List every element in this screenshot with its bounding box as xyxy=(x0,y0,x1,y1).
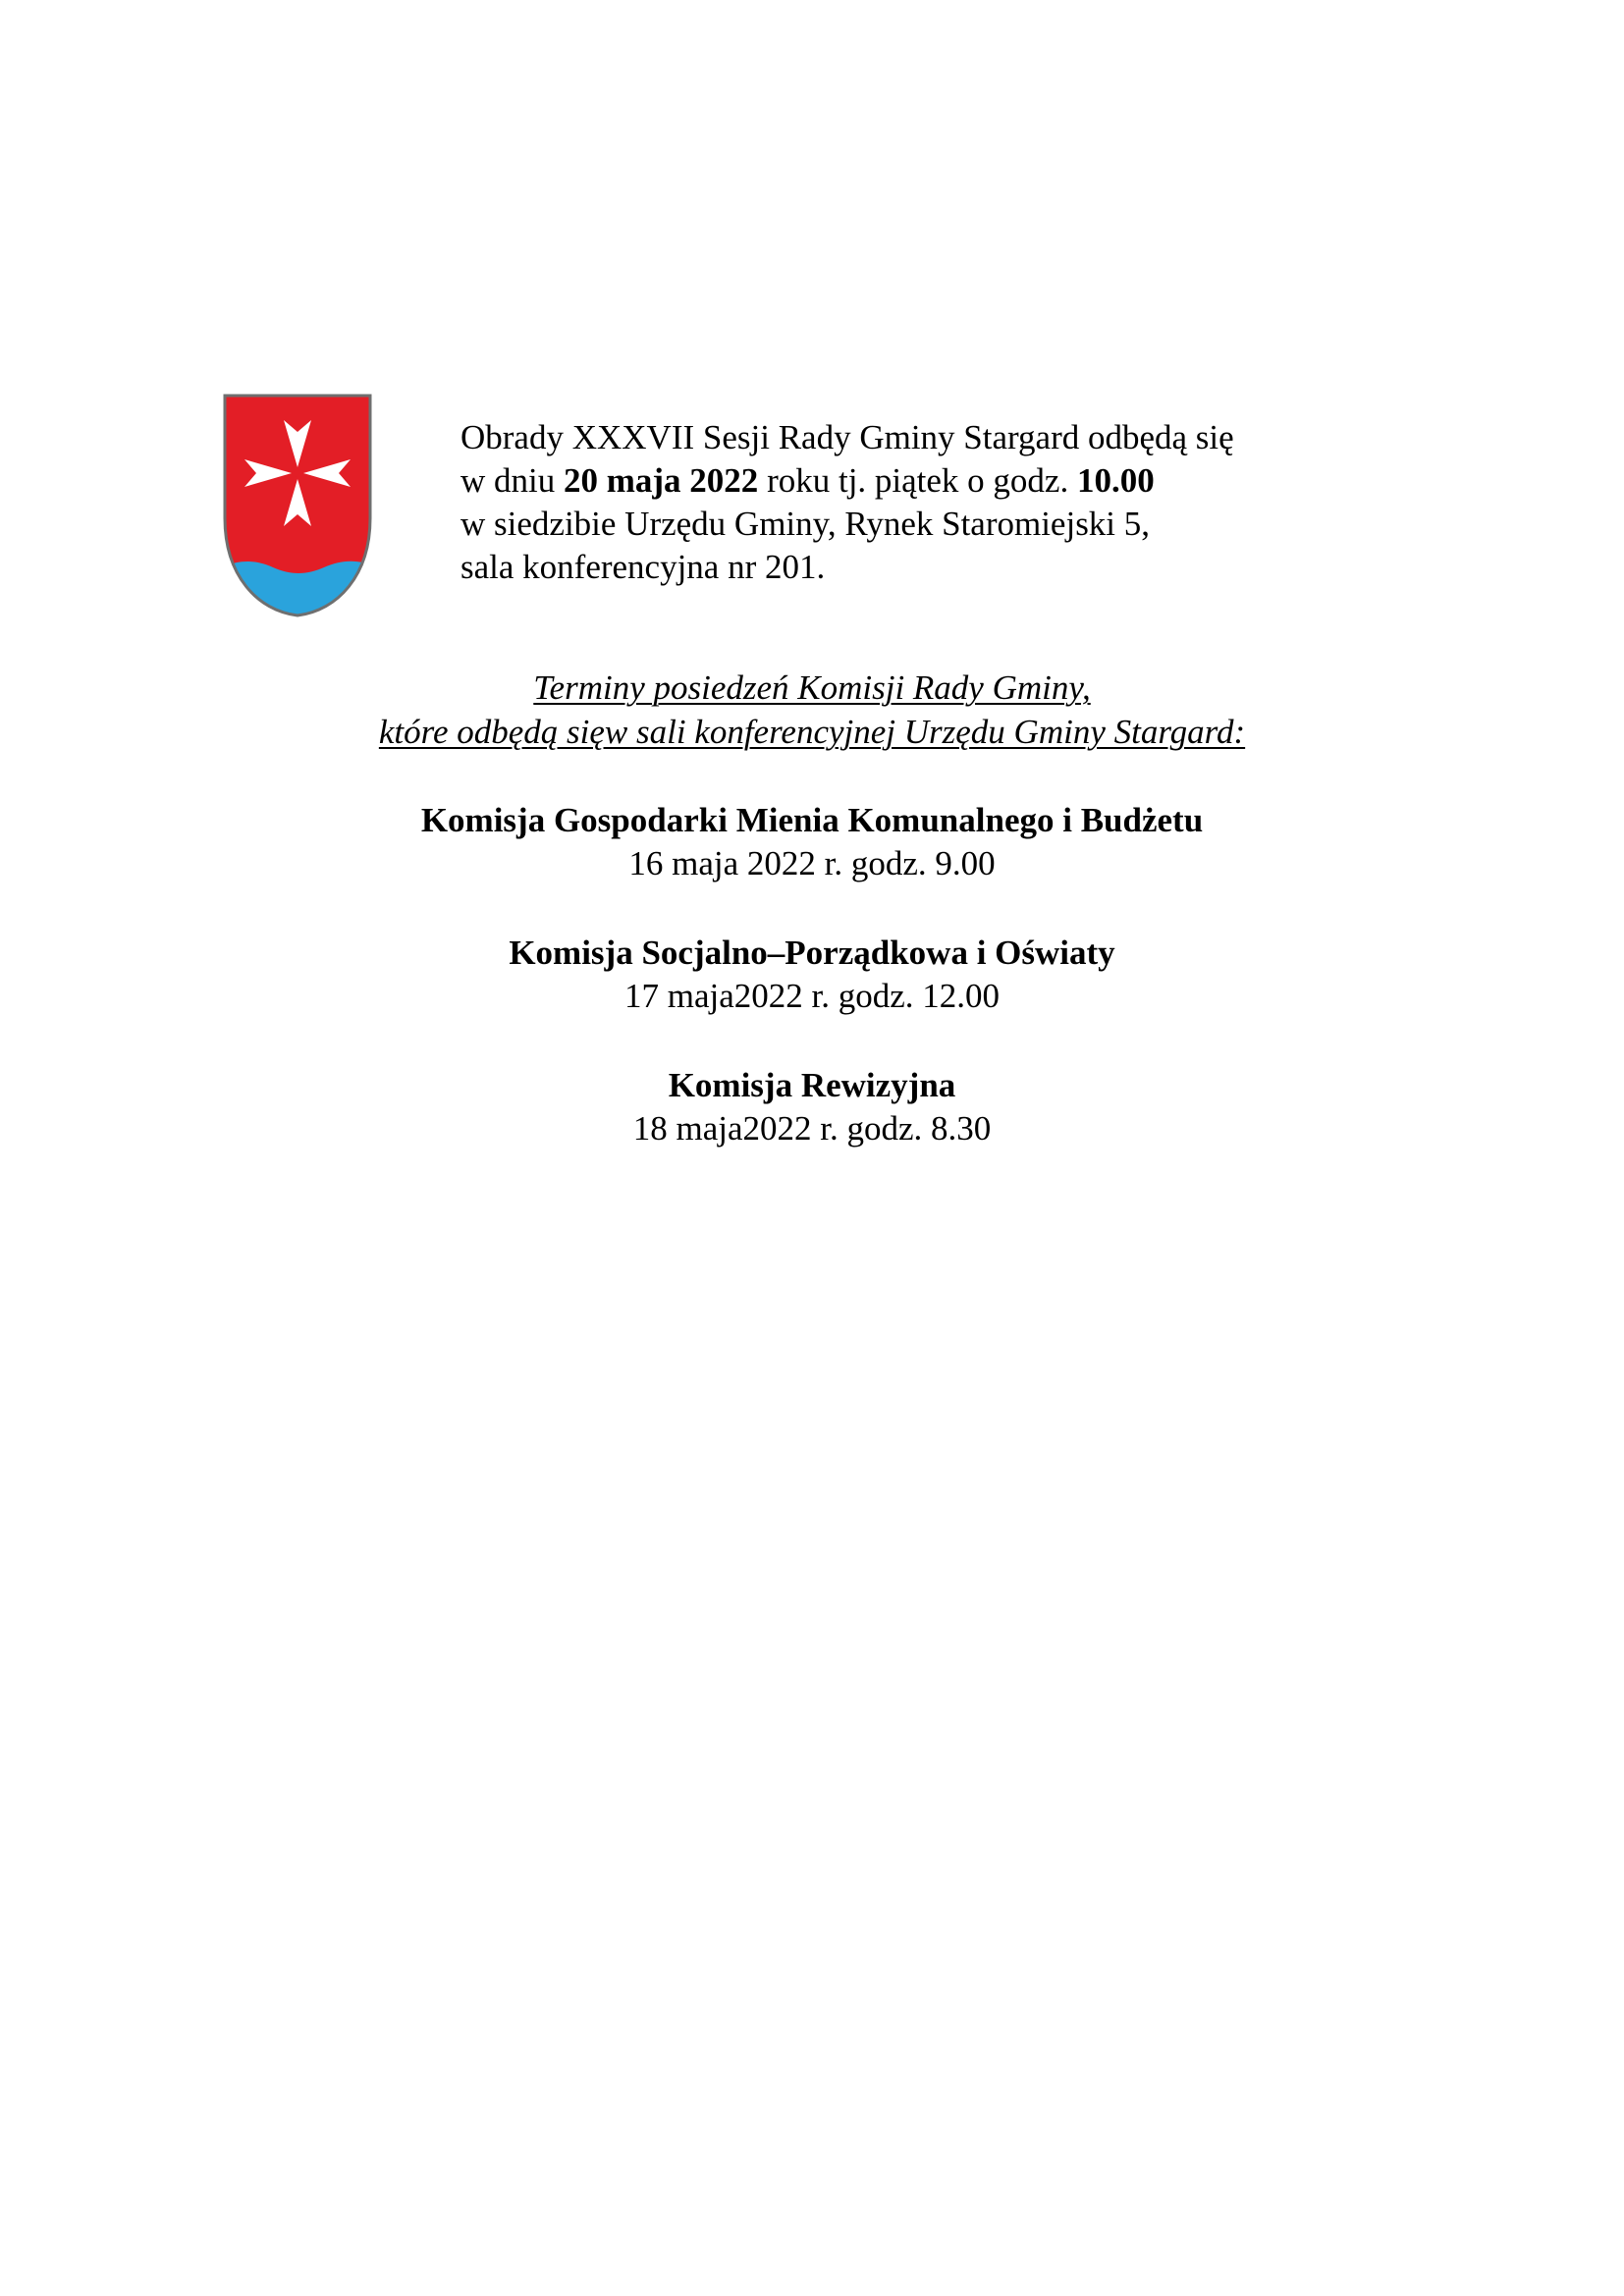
announcement-line-1: Obrady XXXVII Sesji Rady Gminy Stargard odbędą się xyxy=(460,418,1234,456)
session-time: 10.00 xyxy=(1076,461,1155,500)
committee-date: 18 maja2022 r. godz. 8.30 xyxy=(632,1109,992,1148)
announcement-line-2 xyxy=(460,459,1442,503)
session-announcement xyxy=(460,416,1442,589)
maltese-cross-shield-icon xyxy=(222,393,373,618)
announcement-date-prefix: w dniu xyxy=(460,461,564,500)
committee-name: Komisja Gospodarki Mienia Komunalnego i Budżetu xyxy=(420,801,1204,839)
schedule-heading-line-1: Terminy posiedzeń Komisji Rady Gminy, xyxy=(533,668,1091,707)
coat-of-arms-icon xyxy=(222,393,373,618)
announcement-date-middle: roku tj. piątek o godz. xyxy=(758,461,1077,500)
committee-name: Komisja Rewizyjna xyxy=(668,1066,956,1104)
committee-schedule-heading xyxy=(0,666,1624,754)
session-date: 20 maja 2022 xyxy=(564,461,759,500)
committee-block xyxy=(0,799,1624,885)
announcement-line-3: w siedzibie Urzędu Gminy, Rynek Staromiejski 5, xyxy=(460,505,1151,543)
committee-block xyxy=(0,932,1624,1018)
schedule-heading-line-2: które odbędą sięw sali konferencyjnej Urzędu Gminy Stargard: xyxy=(378,713,1246,751)
committee-date: 16 maja 2022 r. godz. 9.00 xyxy=(628,844,996,882)
committee-date: 17 maja2022 r. godz. 12.00 xyxy=(623,977,1001,1015)
committee-name: Komisja Socjalno–Porządkowa i Oświaty xyxy=(509,934,1115,972)
committee-block xyxy=(0,1064,1624,1150)
announcement-line-4: sala konferencyjna nr 201. xyxy=(460,548,826,586)
